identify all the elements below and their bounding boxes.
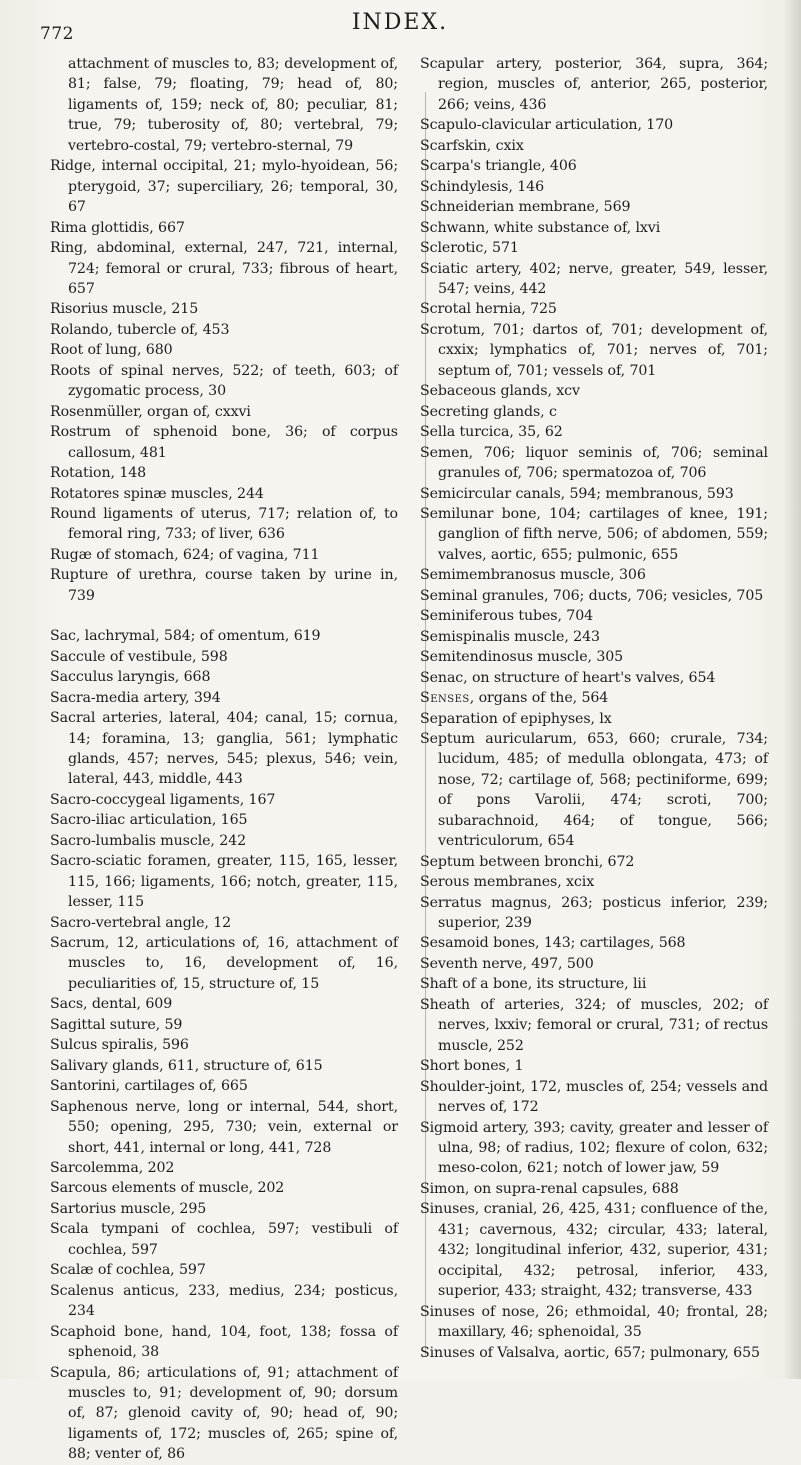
index-entry: Sarcous elements of muscle, 202: [50, 1180, 285, 1197]
left-column: [50, 54, 408, 1465]
index-entry: Rima glottidis, 667: [50, 219, 185, 236]
index-entry: Sarcolemma, 202: [50, 1160, 175, 1177]
index-entry: Rostrum of sphenoid bone, 36; of corpus callosum, 481: [50, 424, 398, 461]
index-entry: Rotation, 148: [50, 465, 147, 482]
index-entry: Sacro-vertebral angle, 12: [50, 914, 232, 931]
index-entry: Sacs, dental, 609: [50, 996, 173, 1013]
index-entry: Sacro-coccygeal ligaments, 167: [50, 791, 276, 808]
index-entry: Sinuses of Valsalva, aortic, 657; pulmonary, 655: [420, 1344, 760, 1361]
index-entry: Root of lung, 680: [50, 342, 173, 359]
index-entry: Septum between bronchi, 672: [420, 853, 635, 870]
index-entry: Sella turcica, 35, 62: [420, 424, 563, 441]
index-entry: Semimembranosus muscle, 306: [420, 567, 646, 584]
index-columns: [50, 54, 768, 1465]
index-entry: Ring, abdominal, external, 247, 721, internal, 724; femoral or crural, 733; fibrous of heart, 657: [50, 240, 398, 297]
index-entry: Sacral arteries, lateral, 404; canal, 15; cornua, 14; foramina, 13; ganglia, 561; lymphatic glands, 457; nerves, 545; plexus, 546; vein, lateral, 443, middle, 443: [50, 710, 398, 788]
index-entry: Semispinalis muscle, 243: [420, 628, 600, 645]
index-entry: Sesamoid bones, 143; cartilages, 568: [420, 935, 686, 952]
index-entry: Sagittal suture, 59: [50, 1016, 183, 1033]
page-spine-shadow: [783, 0, 801, 1379]
index-entry: Rolando, tubercle of, 453: [50, 321, 230, 338]
page-number: 772: [40, 24, 74, 44]
index-entry: Scaphoid bone, hand, 104, foot, 138; fossa of sphenoid, 38: [50, 1323, 398, 1361]
index-entry: Saccule of vestibule, 598: [50, 648, 228, 665]
index-entry: Schneiderian membrane, 569: [420, 199, 631, 216]
index-entry: Septum auricularum, 653, 660; crurale, 734; lucidum, 485; of medulla oblongata, 473; of nose, 72; cartilage of, 568; pectiniforme, 699; of pons Varolii, 474; scroti, 700; subarachnoid, 464; of tongue, 566; ventriculorum, 654: [420, 730, 768, 850]
index-entry: Schwann, white substance of, lxvi: [420, 219, 661, 236]
index-entry: Scalenus anticus, 233, medius, 234; posticus, 234: [50, 1282, 398, 1320]
letter-section-gap: [50, 606, 398, 626]
index-entry: Sacro-sciatic foramen, greater, 115, 165, lesser, 115, 166; ligaments, 166; notch, greater, 115, lesser, 115: [50, 853, 398, 911]
index-entry: Sac, lachrymal, 584; of omentum, 619: [50, 628, 321, 645]
index-entry: Sacro-lumbalis muscle, 242: [50, 832, 247, 849]
index-entry: Rosenmüller, organ of, cxxvi: [50, 403, 251, 420]
index-entry: Roots of spinal nerves, 522; of teeth, 603; of zygomatic process, 30: [50, 362, 398, 400]
index-entry: Semen, 706; liquor seminis of, 706; seminal granules of, 706; spermatozoa of, 706: [420, 444, 768, 482]
index-entry: Sheath of arteries, 324; of muscles, 202; of nerves, lxxiv; femoral or crural, 731; of rectus muscle, 252: [420, 996, 768, 1054]
index-entry: Scalæ of cochlea, 597: [50, 1262, 206, 1279]
index-entry: Scrotum, 701; dartos of, 701; development of, cxxix; lymphatics of, 701; nerves of, 701; septum of, 701; vessels of, 701: [420, 321, 768, 379]
index-entry: Scarfskin, cxix: [420, 137, 524, 154]
index-entry: Seminiferous tubes, 704: [420, 608, 594, 625]
index-entry: Seventh nerve, 497, 500: [420, 955, 594, 972]
running-title: INDEX.: [351, 10, 449, 35]
index-entry: Scapula, 86; articulations of, 91; attachment of muscles to, 91; development of, 90; dorsum of, 87; glenoid cavity of, 90; head of, 90; ligaments of, 172; muscles of, 265; spine of, 88; venter of, 86: [50, 1364, 398, 1463]
index-entry: Scala tympani of cochlea, 597; vestibuli of cochlea, 597: [50, 1221, 398, 1258]
index-entry: Simon, on supra-renal capsules, 688: [420, 1180, 679, 1197]
index-entry: Sebaceous glands, xcv: [420, 383, 580, 400]
page-header: [40, 6, 760, 46]
index-entry: Round ligaments of uterus, 717; relation of, to femoral ring, 733; of liver, 636: [50, 505, 398, 543]
index-entry: Serous membranes, xcix: [420, 874, 595, 891]
index-entry: Shoulder-joint, 172, muscles of, 254; vessels and nerves of, 172: [420, 1078, 768, 1116]
index-entry: Sacra-media artery, 394: [50, 689, 221, 706]
index-entry: Scrotal hernia, 725: [420, 301, 557, 318]
index-entry: Sacculus laryngis, 668: [50, 669, 211, 686]
index-entry: Risorius muscle, 215: [50, 301, 199, 318]
index-entry: Sinuses, cranial, 26, 425, 431; confluence of the, 431; cavernous, 432; circular, 433; lateral, 432; longitudinal inferior, 432, superior, 431; occipital, 432; petrosal, inferior, 433, superior, 433; straight, 432; transverse, 433: [420, 1201, 768, 1300]
index-entry: Scarpa's triangle, 406: [420, 158, 577, 175]
index-entry: Rupture of urethra, course taken by urine in, 739: [50, 567, 398, 604]
index-entry: Scapulo-clavicular articulation, 170: [420, 117, 674, 134]
index-entry: Senac, on structure of heart's valves, 654: [420, 669, 716, 686]
index-entry: Sacrum, 12, articulations of, 16, attachment of muscles to, 16, development of, 16, peculiarities of, 15, structure of, 15: [50, 935, 398, 992]
index-entry: Salivary glands, 611, structure of, 615: [50, 1057, 323, 1074]
index-entry: Schindylesis, 146: [420, 178, 545, 195]
index-entry: Sacro-iliac articulation, 165: [50, 812, 248, 829]
index-entry: Sigmoid artery, 393; cavity, greater and lesser of ulna, 98; of radius, 102; flexure of colon, 632; meso-colon, 621; notch of lower jaw, 59: [420, 1119, 768, 1177]
index-entry: Serratus magnus, 263; posticus inferior, 239; superior, 239: [420, 894, 768, 932]
index-entry: Shaft of a bone, its structure, lii: [420, 976, 647, 993]
index-entry: Rotatores spinæ muscles, 244: [50, 485, 264, 502]
index-entry: Saphenous nerve, long or internal, 544, short, 550; opening, 295, 730; vein, external or short, 441, internal or long, 441, 728: [50, 1098, 398, 1156]
index-entry: Scapular artery, posterior, 364, supra, 364; region, muscles of, anterior, 265, posterior, 266; veins, 436: [420, 56, 768, 113]
index-entry: Ridge, internal occipital, 21; mylo-hyoidean, 56; pterygoid, 37; superciliary, 26; temporal, 30, 67: [50, 158, 398, 216]
index-entry: Semitendinosus muscle, 305: [420, 649, 624, 666]
index-entry: Santorini, cartilages of, 665: [50, 1078, 248, 1095]
right-column: [414, 54, 768, 1465]
index-entry: Short bones, 1: [420, 1058, 524, 1075]
index-entry: Sartorius muscle, 295: [50, 1200, 207, 1217]
index-entry: Semicircular canals, 594; membranous, 593: [420, 485, 734, 502]
index-entry: Sclerotic, 571: [420, 240, 519, 257]
index-entry: Separation of epiphyses, lx: [420, 710, 612, 727]
index-entry: Sciatic artery, 402; nerve, greater, 549, lesser, 547; veins, 442: [420, 260, 768, 297]
index-entry: attachment of muscles to, 83; development of, 81; false, 79; floating, 79; head of, 80; ligaments of, 159; neck of, 80; peculiar, 81; true, 79; tuberosity of, 80; vertebral, 79; vertebro-costal, 79; vertebro-sternal, 79: [68, 56, 398, 154]
index-entry: Seminal granules, 706; ducts, 706; vesicles, 705: [420, 587, 764, 604]
index-entry: Semilunar bone, 104; cartilages of knee, 191; ganglion of fifth nerve, 506; of abdomen, 559; valves, aortic, 655; pulmonic, 655: [420, 505, 768, 563]
index-entry: Sinuses of nose, 26; ethmoidal, 40; frontal, 28; maxillary, 46; sphenoidal, 35: [420, 1303, 768, 1341]
index-entry: Sulcus spiralis, 596: [50, 1037, 189, 1054]
index-entry: Rugæ of stomach, 624; of vagina, 711: [50, 546, 320, 563]
index-entry: Secreting glands, c: [420, 403, 557, 420]
index-entry: Senses, organs of the, 564: [420, 690, 609, 707]
